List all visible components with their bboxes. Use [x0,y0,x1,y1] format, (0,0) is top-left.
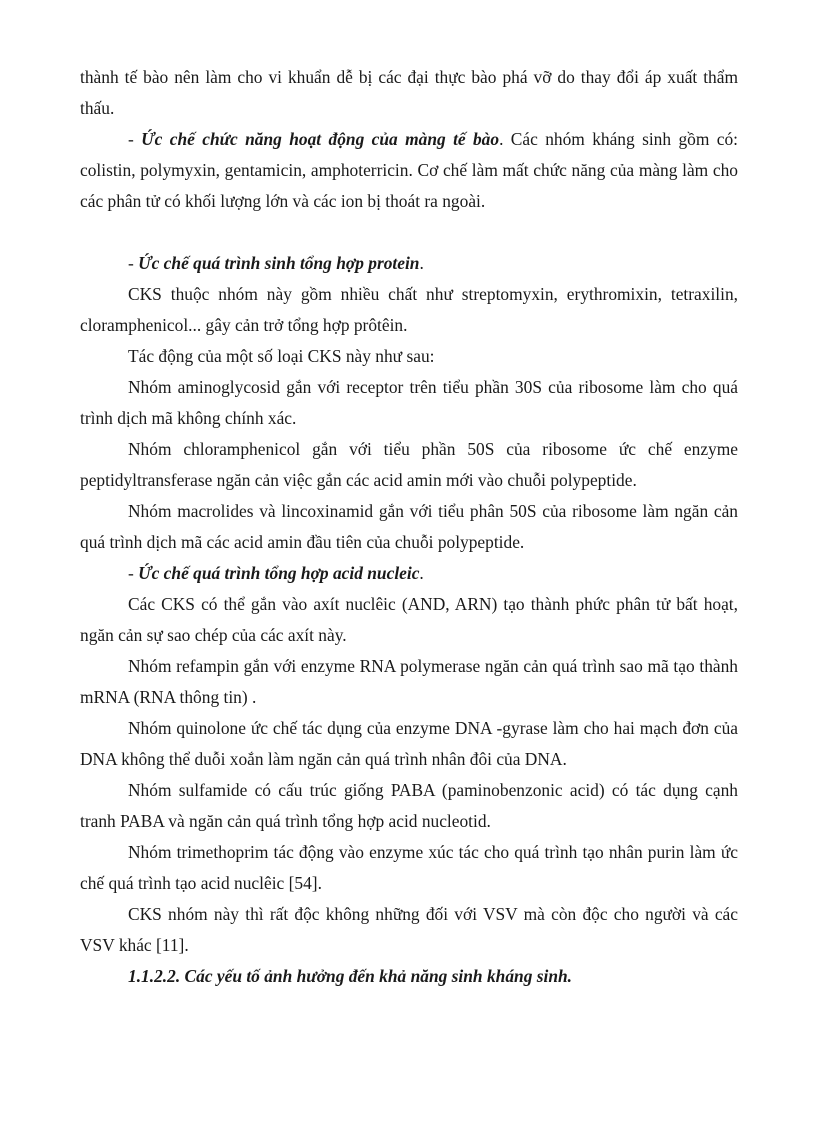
paragraph-cell-wall-continuation: thành tế bào nên làm cho vi khuẩn dễ bị các đại thực bào phá vỡ do thay đổi áp xuất thẩm thấu. [80,67,738,118]
document-page [80,62,738,992]
paragraph-chloramphenicol: Nhóm chloramphenicol gắn với tiểu phần 50S của ribosome ức chế enzyme peptidyltransferase ngăn cản việc gắn các acid amin mới vào chuỗi polypeptide. [80,439,738,490]
paragraph-toxicity: CKS nhóm này thì rất độc không những đối với VSV mà còn độc cho người và các VSV khác [11]. [80,904,738,955]
heading-protein-inhibition: Ức chế quá trình sinh tổng hợp protein [138,253,420,273]
blank-line [80,217,738,248]
paragraph-quinolone: Nhóm quinolone ức chế tác dụng của enzyme DNA -gyrase làm cho hai mạch đơn của DNA không thể duỗi xoắn làm ngăn cản quá trình nhân đôi của DNA. [80,718,738,769]
paragraph-nucleic-inhibition [80,558,738,589]
text-protein-inhibition: . [419,253,424,273]
paragraph-protein-cks: CKS thuộc nhóm này gồm nhiều chất như streptomyxin, erythromixin, tetraxilin, cloramphenicol... gây cản trở tổng hợp prôtêin. [80,284,738,335]
text-membrane-inhibition: . Các nhóm kháng sinh gồm có: colistin, polymyxin, gentamicin, amphoterricin. Cơ chế làm mất chức năng của màng làm cho các phân tử có khối lượng lớn và các ion bị thoát ra ngoài. [80,129,738,211]
paragraph-nucleic-cks: Các CKS có thể gắn vào axít nuclêic (AND, ARN) tạo thành phức phân tử bất hoạt, ngăn cản sự sao chép của các axít này. [80,594,738,645]
paragraph-effects-intro: Tác động của một số loại CKS này như sau: [128,346,435,366]
paragraph-macrolides: Nhóm macrolides và lincoxinamid gắn với tiểu phân 50S của ribosome làm ngăn cản quá trình dịch mã các acid amin đầu tiên của chuỗi polypeptide. [80,501,738,552]
list-dash: - [128,253,139,273]
list-dash: - [128,563,139,583]
paragraph-aminoglycosid: Nhóm aminoglycosid gắn với receptor trên tiểu phần 30S của ribosome làm cho quá trình dịch mã không chính xác. [80,377,738,428]
text-nucleic-inhibition: . [419,563,424,583]
heading-membrane-inhibition: Ức chế chức năng hoạt động của màng tế bào [141,129,500,149]
paragraph-sulfamide: Nhóm sulfamide có cấu trúc giống PABA (paminobenzonic acid) có tác dụng cạnh tranh PABA và ngăn cản quá trình tổng hợp acid nucleotid. [80,780,738,831]
heading-nucleic-inhibition: Ức chế quá trình tổng hợp acid nucleic [138,563,420,583]
paragraph-membrane-inhibition [80,124,738,217]
paragraph-protein-inhibition [80,248,738,279]
paragraph-trimethoprim: Nhóm trimethoprim tác động vào enzyme xúc tác cho quá trình tạo nhân purin làm ức chế quá trình tạo acid nuclêic [54]. [80,842,738,893]
section-heading-1-1-2-2: 1.1.2.2. Các yếu tố ảnh hưởng đến khả năng sinh kháng sinh. [128,966,573,986]
paragraph-refampin: Nhóm refampin gắn với enzyme RNA polymerase ngăn cản quá trình sao mã tạo thành mRNA (RNA thông tin) . [80,656,738,707]
list-dash: - [128,129,142,149]
